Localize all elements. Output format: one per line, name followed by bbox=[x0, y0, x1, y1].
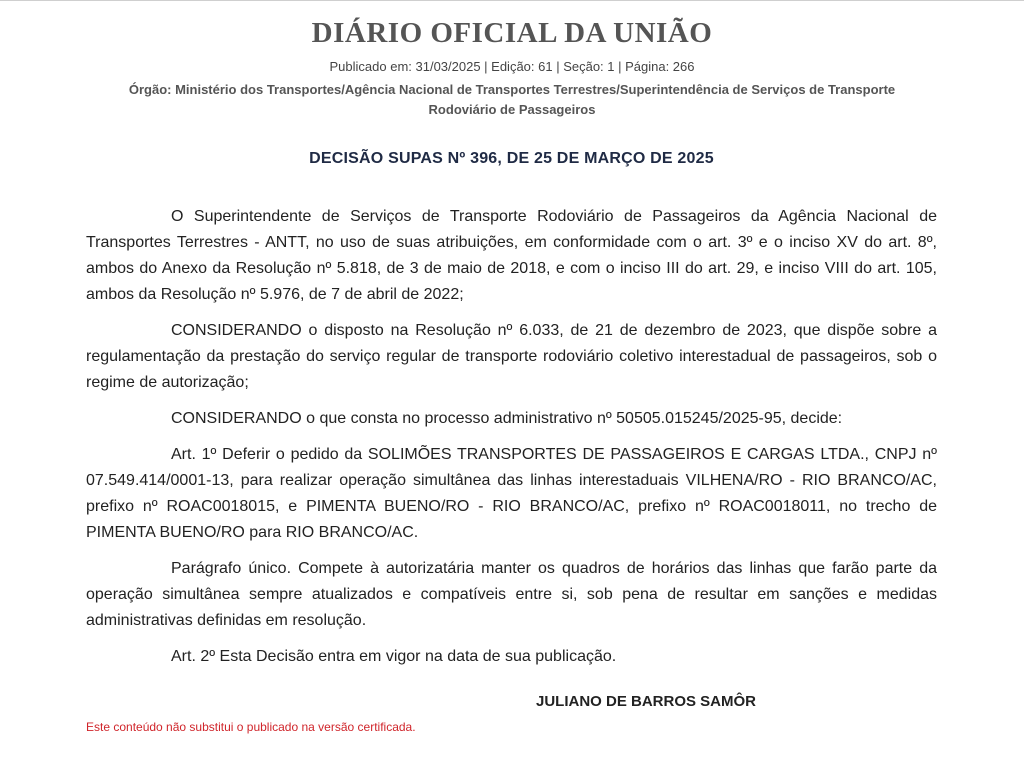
certification-disclaimer: Este conteúdo não substitui o publicado na versão certificada. bbox=[86, 720, 416, 734]
publication-info: Publicado em: 31/03/2025 | Edição: 61 | Seção: 1 | Página: 266 bbox=[329, 59, 695, 74]
document-body bbox=[86, 148, 937, 712]
top-divider bbox=[0, 0, 1024, 1]
sole-paragraph: Parágrafo único. Compete à autorizatária manter os quadros de horários das linhas que farão parte da operação simultânea sempre atualizados e compatíveis entre si, sob pena de resultar em sanções e medidas administrativas definidas em resolução. bbox=[86, 560, 937, 629]
issuing-organ: Órgão: Ministério dos Transportes/Agência Nacional de Transportes Terrestres/Superintendência de Serviços de Transporte Rodoviário de Passageiros bbox=[128, 82, 896, 117]
considerando-paragraph-1: CONSIDERANDO o disposto na Resolução nº 6.033, de 21 de dezembro de 2023, que dispõe sobre a regulamentação da prestação do serviço regular de transporte rodoviário coletivo interestadual de passageiros, sob o regime de autorização; bbox=[86, 322, 937, 391]
decision-title: DECISÃO SUPAS Nº 396, DE 25 DE MARÇO DE 2025 bbox=[309, 150, 714, 167]
article-2-paragraph: Art. 2º Esta Decisão entra em vigor na data de sua publicação. bbox=[171, 648, 617, 665]
preamble-paragraph: O Superintendente de Serviços de Transporte Rodoviário de Passageiros da Agência Nacional de Transportes Terrestres - ANTT, no uso de suas atribuições, em conformidade com o art. 3º e o inciso XV do art. 8º, ambos do Anexo da Resolução nº 5.818, de 3 de maio de 2018, e com o inciso III do art. 29, e inciso VIII do art. 105, ambos da Resolução nº 5.976, de 7 de abril de 2022; bbox=[86, 208, 937, 303]
article-1-paragraph: Art. 1º Deferir o pedido da SOLIMÕES TRANSPORTES DE PASSAGEIROS E CARGAS LTDA., CNPJ nº 07.549.414/0001-13, para realizar operação simultânea das linhas interestaduais VILHENA/RO - RIO BRANCO/AC, prefixo nº ROAC0018015, e PIMENTA BUENO/RO - RIO BRANCO/AC, prefixo nº ROAC0018011, no trecho de PIMENTA BUENO/RO para RIO BRANCO/AC. bbox=[86, 446, 937, 541]
considerando-paragraph-2: CONSIDERANDO o que consta no processo administrativo nº 50505.015245/2025-95, decide: bbox=[171, 410, 843, 427]
document-header bbox=[0, 14, 1024, 120]
signatory-name: JULIANO DE BARROS SAMÔR bbox=[535, 693, 756, 710]
masthead-title: DIÁRIO OFICIAL DA UNIÃO bbox=[311, 17, 713, 49]
